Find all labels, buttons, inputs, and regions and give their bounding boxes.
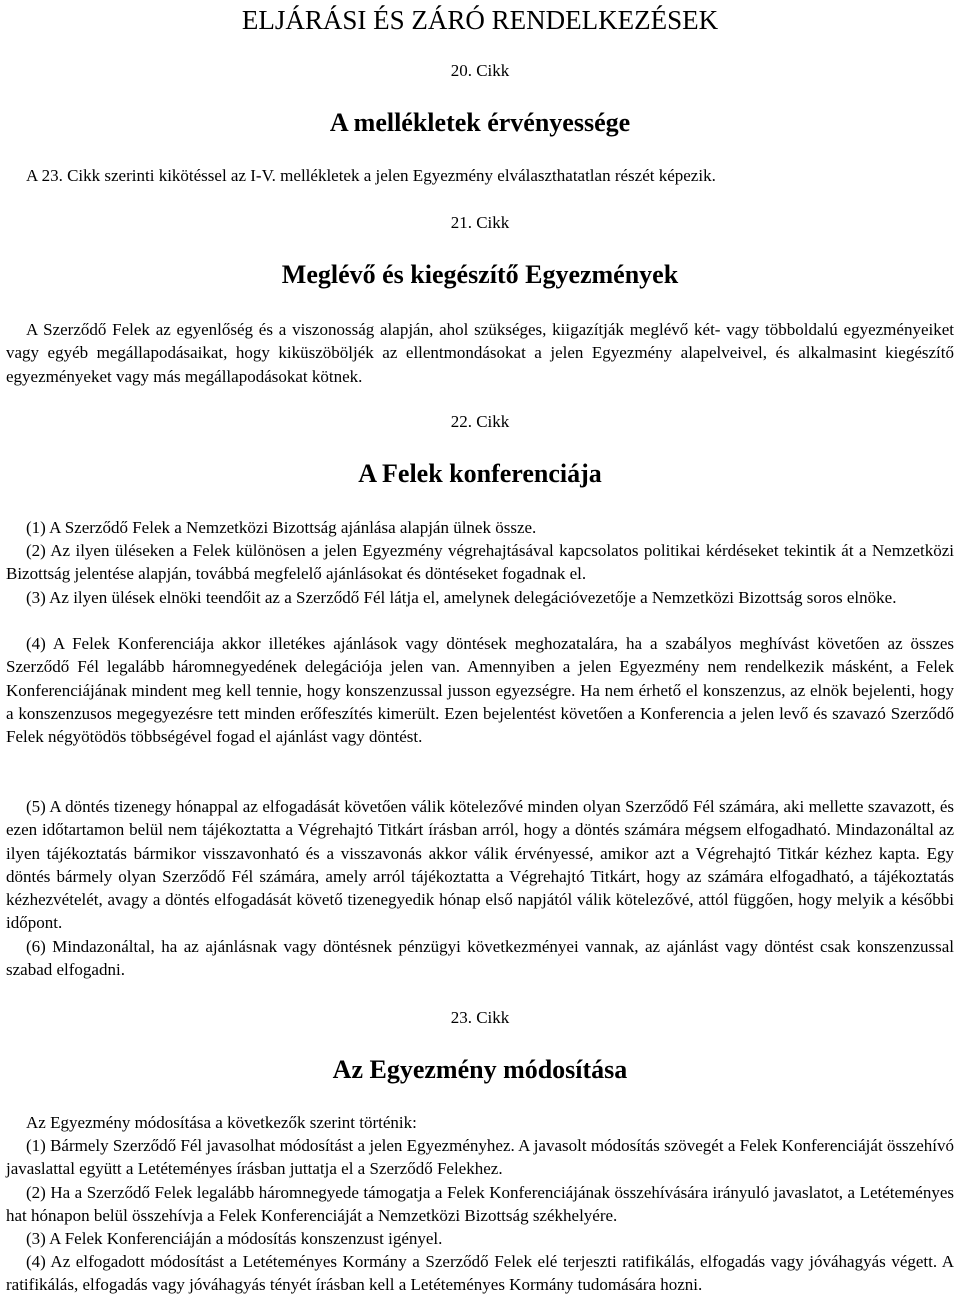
article-23-number: 23. Cikk bbox=[450, 1008, 510, 1027]
article-21-paragraph: A Szerződő Felek az egyenlőség és a viszonosság alapján, ahol szükséges, kiigazítják meglévő két- vagy többoldalú egyezményeiket vagy egyéb megállapodásaikat, hogy kiküszöböljék az ellentmondásokat a jelen Egyezmény alapelveivel, és alkalmasint kiegészítő egyezményeket vagy más megállapodásokat kötnek. bbox=[6, 320, 954, 386]
article-20-paragraph: A 23. Cikk szerinti kikötéssel az I-V. mellékletek a jelen Egyezmény elválaszthatatlan részét képezik. bbox=[26, 166, 716, 185]
article-20-title: A mellékletek érvényessége bbox=[329, 108, 631, 137]
article-23-title: Az Egyezmény módosítása bbox=[332, 1055, 628, 1084]
article-23-paragraph-4: (4) Az elfogadott módosítást a Letéteményes Kormány a Szerződő Felek elé terjeszti ratifikálás, elfogadás vagy jóváhagyás végett. A ratifikálás, elfogadás vagy jóváhagyás tényét írásban kell a Letéteményes Kormány tudomására hozni. bbox=[6, 1252, 954, 1295]
article-22-paragraph-3: (3) Az ilyen ülések elnöki teendőit az a Szerződő Fél látja el, amelynek delegációvezetője a Nemzetközi Bizottság soros elnöke. bbox=[26, 588, 897, 607]
article-22-paragraph-2: (2) Az ilyen üléseken a Felek különösen a jelen Egyezmény végrehajtásával kapcsolatos politikai kérdéseket tekintik át a Nemzetközi Bizottság jelentése alapján, továbbá megfelelő ajánlásokat és döntéseket fogadnak el. bbox=[6, 541, 954, 584]
article-22-paragraph-5: (5) A döntés tizenegy hónappal az elfogadását követően válik kötelezővé minden olyan Szerződő Fél számára, aki mellette szavazott, és ezen időtartamon belül nem tájékoztatta a Végrehajtó Titkárt írásban arról, hogy a döntés számára mégsem elfogadható. Mindazonáltal az ilyen tájékoztatás bármikor visszavonható és a visszavonás akkor válik érvényessé, amikor azt a Végrehajtó Titkár kézhez kapta. Egy döntés bármely olyan Szerződő Fél számára, amely arról tájékoztatta a Végrehajtó Titkárt, hogy az számára elfogadható, a tájékoztatás kézhezvételét, avagy a döntés elfogadását követő tizenegyedik hónap első napjától válik kötelezővé, attól függően, hogy melyik a későbbi időpont. bbox=[6, 797, 954, 933]
article-21-title: Meglévő és kiegészítő Egyezmények bbox=[281, 260, 679, 289]
part-title: ELJÁRÁSI ÉS ZÁRÓ RENDELKEZÉSEK bbox=[241, 5, 719, 35]
article-22-number: 22. Cikk bbox=[450, 412, 510, 431]
article-22-title: A Felek konferenciája bbox=[358, 459, 602, 488]
article-23-paragraph-3: (3) A Felek Konferenciáján a módosítás konszenzust igényel. bbox=[26, 1229, 443, 1248]
article-20-number: 20. Cikk bbox=[450, 61, 510, 80]
article-23-paragraph-1: (1) Bármely Szerződő Fél javasolhat módosítást a jelen Egyezményhez. A javasolt módosítás szövegét a Felek Konferenciáját összehívó javaslattal együtt a Letéteményes írásban juttatja el a Szerződő Felekhez. bbox=[6, 1136, 954, 1179]
article-22-paragraph-4: (4) A Felek Konferenciája akkor illetékes ajánlások vagy döntések meghozatalára, ha a szabályos meghívást követően az összes Szerződő Fél legalább háromnegyedének delegációja jelen van. Amennyiben a jelen Egyezmény nem rendelkezik másként, a Felek Konferenciájának mindent meg kell tennie, hogy konszenzussal jusson egyezségre. Ha nem érhető el konszenzus, az elnök bejelenti, hogy a konszenzusos megegyezésre tett minden erőfeszítés kimerült. Ezen bejelentést követően a Konferencia a jelen levő és szavazó Szerződő Felek négyötödös többségével fogad el ajánlást vagy döntést. bbox=[6, 634, 954, 747]
article-21-number: 21. Cikk bbox=[450, 213, 510, 232]
article-23-intro: Az Egyezmény módosítása a következők szerint történik: bbox=[26, 1113, 417, 1132]
article-23-paragraph-2: (2) Ha a Szerződő Felek legalább háromnegyede támogatja a Felek Konferenciájának összehívására irányuló javaslatot, a Letéteményes hat hónapon belül összehívja a Felek Konferenciáját a Nemzetközi Bizottság székhelyére. bbox=[6, 1183, 954, 1226]
article-22-paragraph-6: (6) Mindazonáltal, ha az ajánlásnak vagy döntésnek pénzügyi következményei vannak, az ajánlást vagy döntést csak konszenzussal szabad elfogadni. bbox=[6, 937, 954, 980]
article-22-paragraph-1: (1) A Szerződő Felek a Nemzetközi Bizottság ajánlása alapján ülnek össze. bbox=[26, 518, 537, 537]
